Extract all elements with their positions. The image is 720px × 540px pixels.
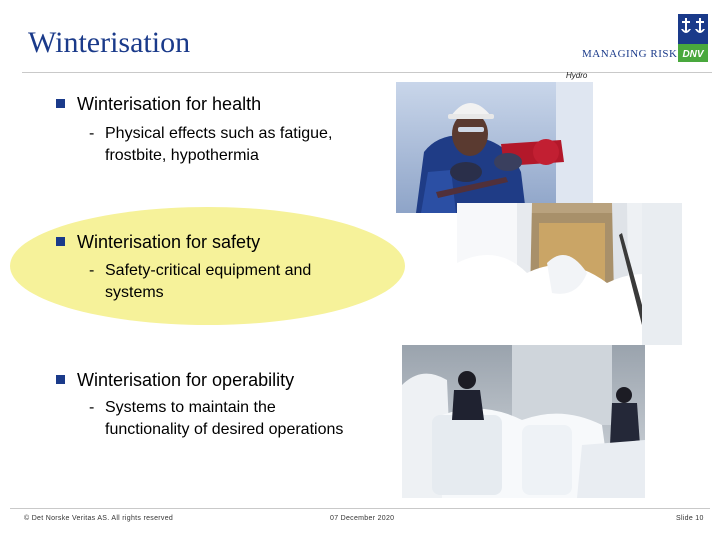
frostbite-worker-photo [396,82,593,213]
bullet-square-icon [56,375,65,384]
sub-bullet-health [89,123,333,167]
bullet-square-icon [56,237,65,246]
bullet-safety [77,232,260,253]
footer-copyright: © Det Norske Veritas AS. All rights reserved [24,515,174,522]
iced-equipment-photo [457,203,682,345]
sub-bullet-line: functionality of desired operations [105,421,344,438]
bullet-heading: Winterisation for health [77,94,262,114]
sub-bullet-line: systems [105,284,164,301]
bullet-heading: Winterisation for operability [77,370,295,390]
sub-bullet-line: Systems to maintain the [105,399,276,416]
footer-slide-number: Slide 10 [676,515,704,522]
sub-bullet-line: Physical effects such as fatigue, [105,125,333,142]
bullet-square-icon [56,99,65,108]
sub-bullet-safety [89,260,312,304]
dash-icon: - [89,262,95,279]
footer-date: 07 December 2020 [330,515,395,522]
dash-icon: - [89,399,95,416]
dnv-logo [678,14,708,62]
sub-bullet-line: Safety-critical equipment and [105,262,312,279]
bullet-health [77,94,261,115]
svg-text:DNV: DNV [682,49,704,60]
iced-deck-photo [402,345,645,498]
bullet-heading: Winterisation for safety [77,232,261,252]
photo-credit: Hydro [566,71,588,80]
bullet-operability [77,370,294,391]
page-title: Winterisation [28,26,191,59]
header-divider [22,72,712,73]
dash-icon: - [89,125,95,142]
managing-risk-tagline: MANAGING RISK [582,48,678,60]
sub-bullet-operability [89,397,344,441]
sub-bullet-line: frostbite, hypothermia [105,147,259,164]
footer-divider [10,508,710,509]
